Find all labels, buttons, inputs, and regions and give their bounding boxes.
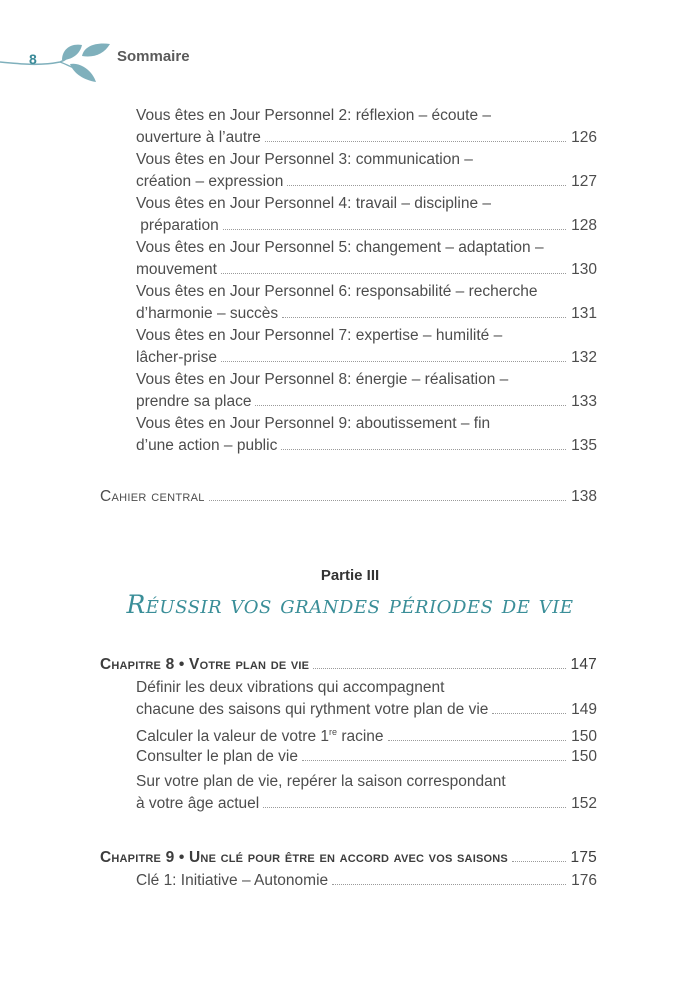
page-ref: 176 xyxy=(571,872,597,889)
dot-leader xyxy=(281,448,566,450)
dot-leader xyxy=(263,806,566,808)
dot-leader xyxy=(223,228,566,230)
dot-leader xyxy=(221,272,566,274)
page-ref: 175 xyxy=(570,849,597,866)
page-ref: 127 xyxy=(571,173,597,190)
dot-leader xyxy=(221,360,566,362)
dot-leader xyxy=(492,712,566,714)
toc-entry[interactable]: Calculer la valeur de votre 1re racine 150 xyxy=(136,721,597,748)
toc-chapter-9[interactable]: Chapitre 9 • Une clé pour être en accord avec vos saisons 175 xyxy=(100,847,597,869)
leaf-branch-icon xyxy=(0,40,115,88)
toc-entry[interactable]: Vous êtes en Jour Personnel 2: réflexion – écoute – ouverture à l’autre 126 xyxy=(136,105,597,149)
toc-entry[interactable]: Consulter le plan de vie 150 xyxy=(136,746,597,768)
dot-leader xyxy=(255,404,566,406)
page-ref: 132 xyxy=(571,349,597,366)
dot-leader xyxy=(282,316,566,318)
page-ref: 128 xyxy=(571,217,597,234)
toc-entry[interactable]: Vous êtes en Jour Personnel 8: énergie – réalisation – prendre sa place 133 xyxy=(136,369,597,413)
page-ref: 135 xyxy=(571,437,597,454)
page-number: 8 xyxy=(29,51,37,67)
page-ref: 150 xyxy=(571,728,597,745)
dot-leader xyxy=(313,667,565,669)
dot-leader xyxy=(332,883,566,885)
toc-entry[interactable]: Vous êtes en Jour Personnel 3: communication – création – expression 127 xyxy=(136,149,597,193)
page-ref: 152 xyxy=(571,795,597,812)
toc-entry[interactable]: Vous êtes en Jour Personnel 5: changement – adaptation – mouvement 130 xyxy=(136,237,597,281)
dot-leader xyxy=(302,759,566,761)
page-header xyxy=(0,38,700,88)
page-ref: 138 xyxy=(571,488,597,505)
part-title: Réussir vos grandes périodes de vie xyxy=(126,590,574,619)
page-ref: 130 xyxy=(571,261,597,278)
toc-entry[interactable]: Définir les deux vibrations qui accompagnent chacune des saisons qui rythment votre plan de vie 149 xyxy=(136,677,597,721)
page-ref: 131 xyxy=(571,305,597,322)
dot-leader xyxy=(512,860,566,862)
toc-entry-cahier-central[interactable]: Cahier central 138 xyxy=(100,486,597,508)
dot-leader xyxy=(209,499,566,501)
toc-entry[interactable]: Clé 1: Initiative – Autonomie 176 xyxy=(136,870,597,892)
running-title: Sommaire xyxy=(117,48,190,65)
toc-entry[interactable]: Vous êtes en Jour Personnel 4: travail – discipline – préparation 128 xyxy=(136,193,597,237)
dot-leader xyxy=(388,739,567,741)
toc-entry[interactable]: Sur votre plan de vie, repérer la saison correspondant à votre âge actuel 152 xyxy=(136,771,597,815)
toc-entry[interactable]: Vous êtes en Jour Personnel 7: expertise – humilité – lâcher-prise 132 xyxy=(136,325,597,369)
dot-leader xyxy=(287,184,566,186)
page-ref: 147 xyxy=(570,656,597,673)
page-ref: 150 xyxy=(571,748,597,765)
page-ref: 126 xyxy=(571,129,597,146)
toc-chapter-8[interactable]: Chapitre 8 • Votre plan de vie 147 xyxy=(100,654,597,676)
dot-leader xyxy=(265,140,566,142)
page-ref: 133 xyxy=(571,393,597,410)
part-label: Partie III xyxy=(320,567,380,584)
toc-entry[interactable]: Vous êtes en Jour Personnel 6: responsabilité – recherche d’harmonie – succès 131 xyxy=(136,281,597,325)
toc-entry[interactable]: Vous êtes en Jour Personnel 9: aboutissement – fin d’une action – public 135 xyxy=(136,413,597,457)
page-ref: 149 xyxy=(571,701,597,718)
